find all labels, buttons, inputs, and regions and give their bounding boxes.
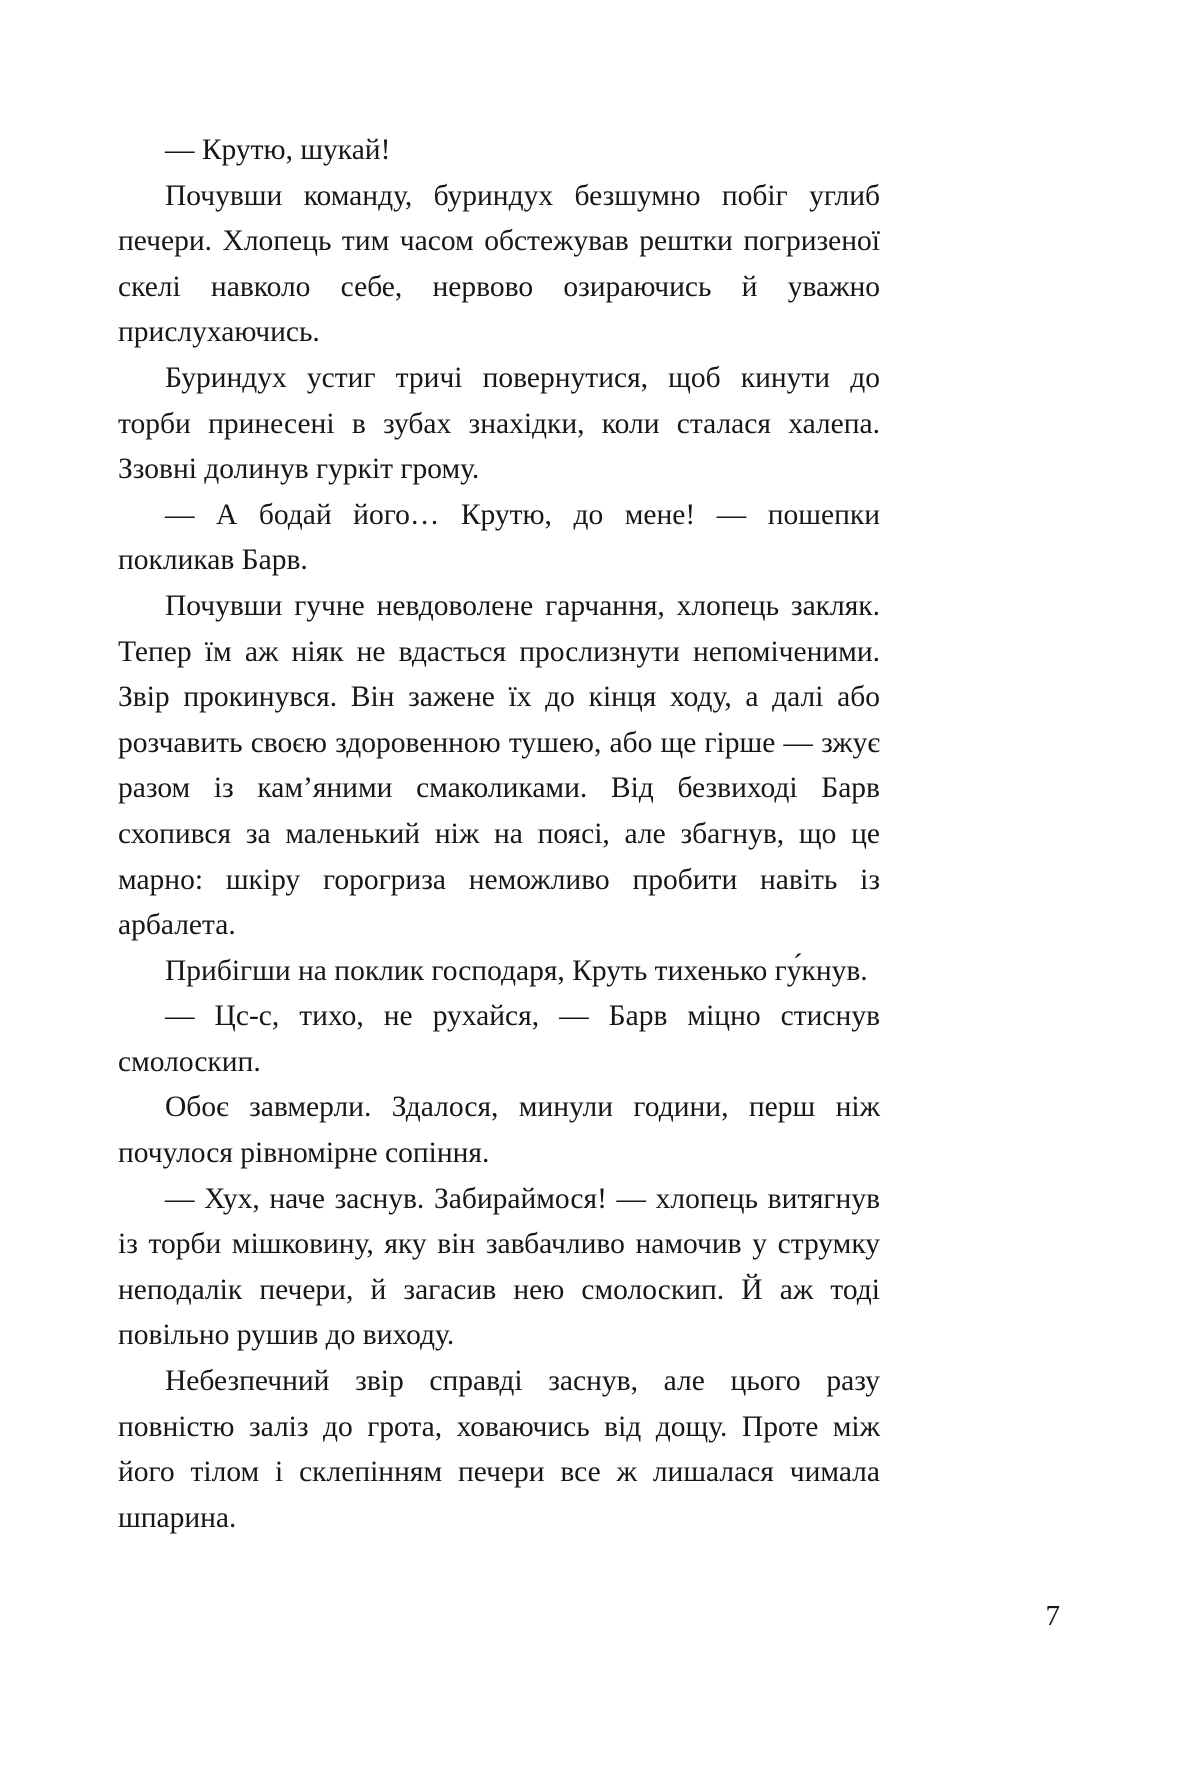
paragraph: — Хух, наче заснув. Забираймося! — хлопець витягнув із торби мішковину, яку він завбачливо намочив у струмку неподалік печери, й загасив нею смолоскип. Й аж тоді повільно рушив до виходу.: [118, 1182, 880, 1352]
paragraph: Небезпечний звір справді заснув, але цього разу повністю заліз до грота, ховаючись від дощу. Проте між його тілом і склепінням печери все ж лишалася чимала шпарина.: [118, 1365, 880, 1534]
paragraph: Обоє завмерли. Здалося, минули години, перш ніж почулося рівномірне сопіння.: [118, 1091, 880, 1170]
page-body-text: [118, 128, 880, 1541]
paragraph: Буриндух устиг тричі повернутися, щоб кинути до торби принесені в зубах знахідки, коли сталася халепа. Ззовні долинув гуркіт грому.: [118, 361, 880, 486]
paragraph: — А бодай його… Крутю, до мене! — пошепки покликав Барв.: [118, 498, 880, 577]
paragraph: Почувши гучне невдоволене гарчання, хлопець закляк. Тепер їм аж ніяк не вдасться прослизнути непоміченими. Звір прокинувся. Він зажене їх до кінця ходу, а далі або розчавить своєю здоровенною тушею, або ще гірше — зжує разом із кам’яними смаколиками. Від безвиході Барв схопився за маленький ніж на поясі, але збагнув, що це марно: шкіру горогриза неможливо пробити навіть із арбалета.: [118, 589, 880, 942]
paragraph: Почувши команду, буриндух безшумно побіг углиб печери. Хлопець тим часом обстежував рештки погризеної скелі навколо себе, нервово озираючись й уважно прислухаючись.: [118, 179, 880, 349]
paragraph: — Крутю, шукай!: [165, 134, 391, 166]
paragraph: — Цс-с, тихо, не рухайся, — Барв міцно стиснув смолоскип.: [118, 1000, 880, 1078]
page-number: 7: [1045, 1600, 1060, 1632]
paragraph: Прибігши на поклик господаря, Круть тихенько гу́кнув.: [165, 954, 868, 987]
